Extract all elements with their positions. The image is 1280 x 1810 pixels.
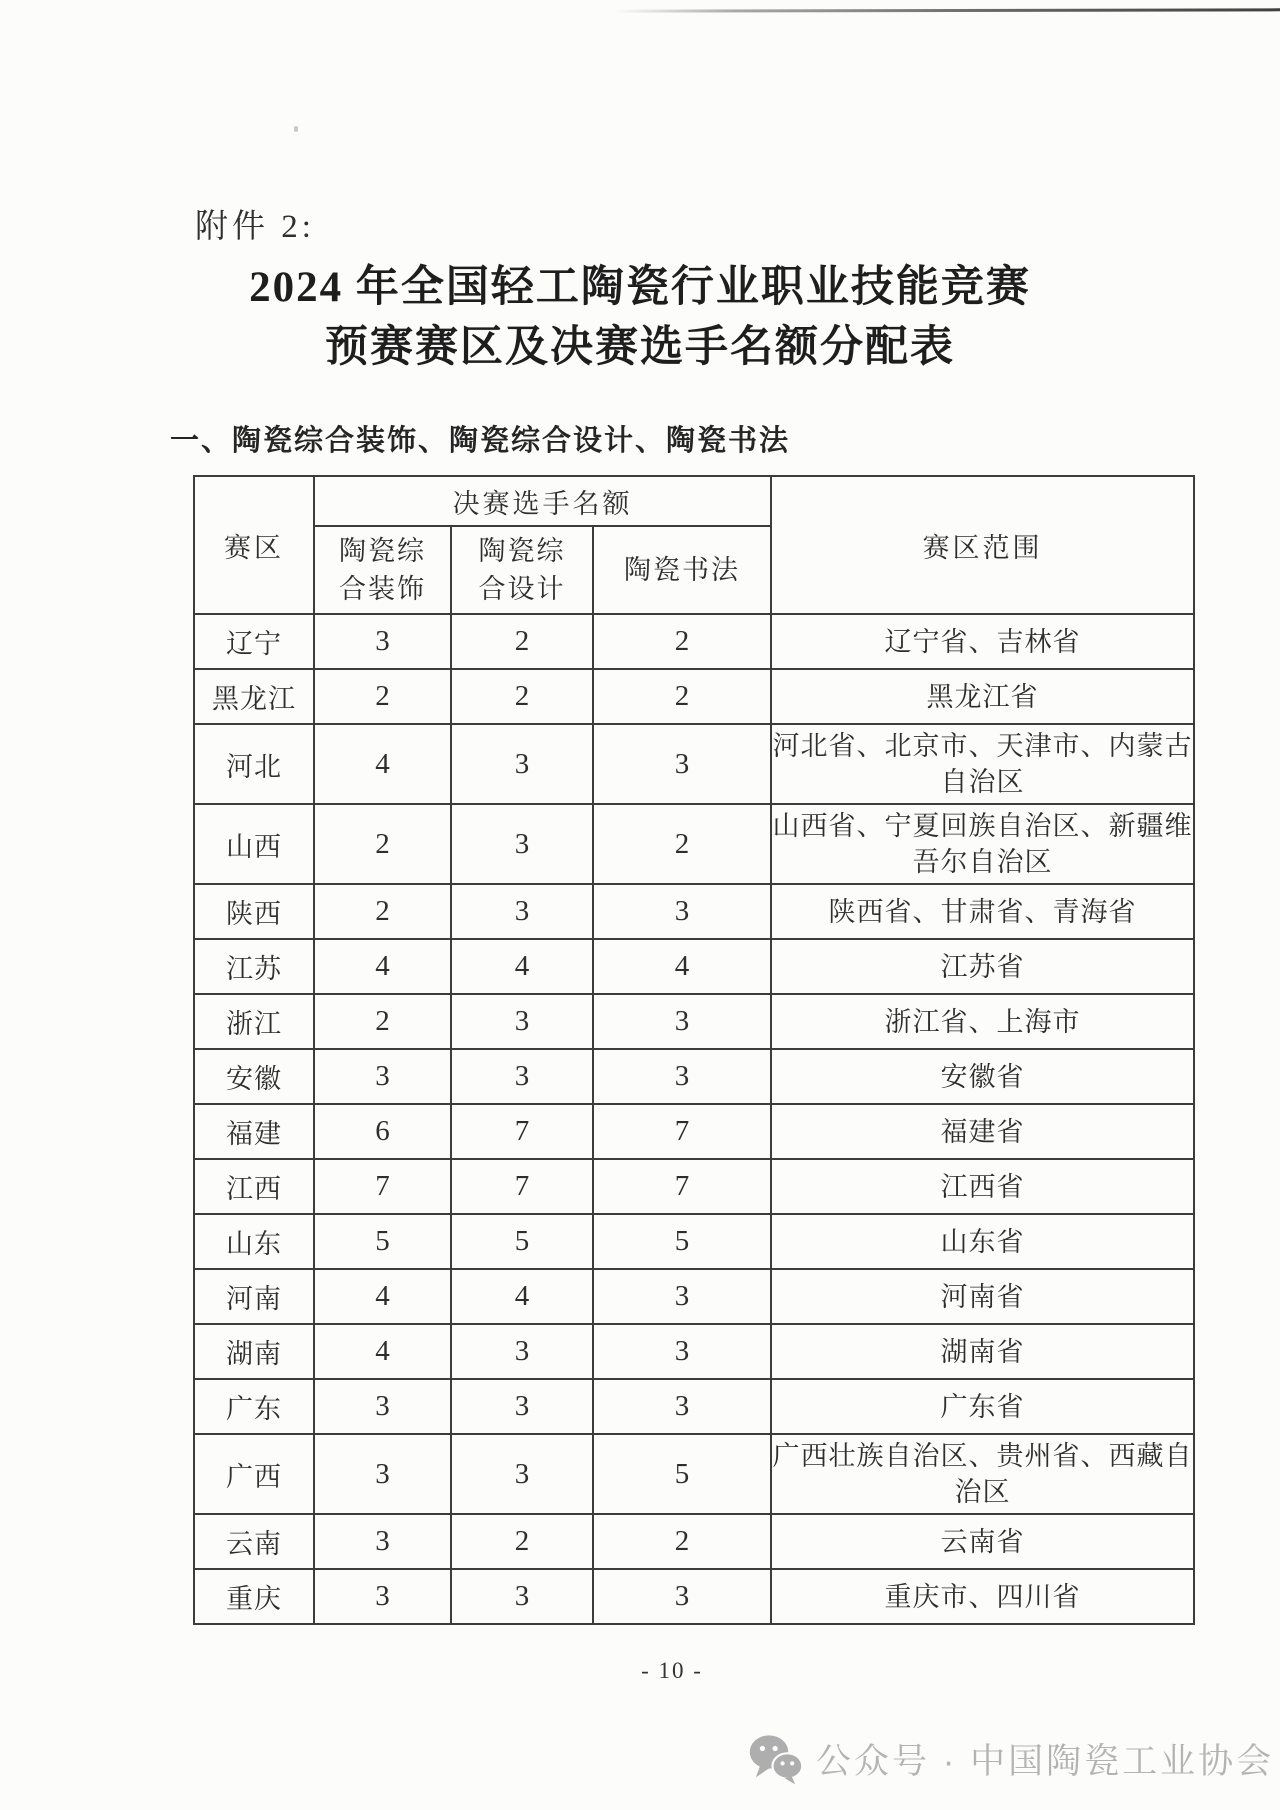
decoration-quota-cell: 7	[314, 1159, 451, 1214]
decoration-quota-cell: 3	[314, 1569, 451, 1624]
zone-cell: 河南	[194, 1269, 314, 1324]
table-row	[194, 669, 1194, 724]
decoration-quota-cell: 3	[314, 1379, 451, 1434]
table-row	[194, 1269, 1194, 1324]
design-quota-cell: 7	[451, 1159, 593, 1214]
table-row	[194, 804, 1194, 884]
scope-cell: 广东省	[771, 1379, 1194, 1434]
scope-cell: 山东省	[771, 1214, 1194, 1269]
calligraphy-quota-cell: 3	[593, 1569, 771, 1624]
table-row	[194, 1049, 1194, 1104]
decoration-quota-cell: 4	[314, 1269, 451, 1324]
watermark-text: 公众号 · 中国陶瓷工业协会	[816, 1742, 1275, 1781]
allocation-table-body	[194, 614, 1194, 1624]
zone-cell: 广东	[194, 1379, 314, 1434]
decoration-quota-cell: 5	[314, 1214, 451, 1269]
zone-cell: 黑龙江	[194, 669, 314, 724]
calligraphy-quota-cell: 2	[593, 669, 771, 724]
calligraphy-quota-cell: 3	[593, 1324, 771, 1379]
table-row	[194, 1434, 1194, 1514]
design-quota-cell: 2	[451, 669, 593, 724]
calligraphy-quota-cell: 2	[593, 614, 771, 669]
zone-cell: 浙江	[194, 994, 314, 1049]
zone-cell: 湖南	[194, 1324, 314, 1379]
decoration-column-header	[314, 526, 451, 614]
zone-cell: 重庆	[194, 1569, 314, 1624]
scope-cell: 湖南省	[771, 1324, 1194, 1379]
design-quota-cell: 2	[451, 1514, 593, 1569]
zone-cell: 江苏	[194, 939, 314, 994]
zone-cell: 安徽	[194, 1049, 314, 1104]
scope-cell: 安徽省	[771, 1049, 1194, 1104]
wechat-icon	[748, 1733, 804, 1785]
allocation-table	[193, 475, 1195, 1625]
calligraphy-quota-cell: 5	[593, 1434, 771, 1514]
decoration-quota-cell: 2	[314, 669, 451, 724]
design-quota-cell: 3	[451, 804, 593, 884]
zone-cell: 云南	[194, 1514, 314, 1569]
decoration-quota-cell: 4	[314, 939, 451, 994]
decoration-quota-cell: 3	[314, 1049, 451, 1104]
scope-cell: 云南省	[771, 1514, 1194, 1569]
decoration-quota-cell: 2	[314, 884, 451, 939]
scope-cell: 陕西省、甘肃省、青海省	[771, 884, 1194, 939]
scope-cell: 重庆市、四川省	[771, 1569, 1194, 1624]
zone-column-header: 赛区	[194, 476, 314, 614]
scope-cell: 江苏省	[771, 939, 1194, 994]
calligraphy-quota-cell: 7	[593, 1104, 771, 1159]
watermark	[748, 1733, 1274, 1785]
table-row	[194, 614, 1194, 669]
scope-column-header: 赛区范围	[771, 476, 1194, 614]
scope-cell: 河北省、北京市、天津市、内蒙古自治区	[771, 724, 1194, 804]
design-quota-cell: 3	[451, 1379, 593, 1434]
calligraphy-quota-cell: 3	[593, 1379, 771, 1434]
calligraphy-quota-cell: 3	[593, 1269, 771, 1324]
calligraphy-quota-cell: 2	[593, 1514, 771, 1569]
design-quota-cell: 3	[451, 1049, 593, 1104]
table-header-row-1	[194, 476, 1194, 526]
table-row	[194, 884, 1194, 939]
scan-artifact-speck	[294, 126, 298, 132]
table-row	[194, 1514, 1194, 1569]
design-quota-cell: 3	[451, 994, 593, 1049]
scan-artifact-line	[615, 8, 1280, 12]
design-quota-cell: 3	[451, 1569, 593, 1624]
calligraphy-quota-cell: 3	[593, 1049, 771, 1104]
finals-quota-group-header: 决赛选手名额	[314, 476, 771, 526]
table-row	[194, 994, 1194, 1049]
scope-cell: 辽宁省、吉林省	[771, 614, 1194, 669]
design-quota-cell: 3	[451, 1324, 593, 1379]
table-row	[194, 1104, 1194, 1159]
zone-cell: 广西	[194, 1434, 314, 1514]
design-quota-cell: 3	[451, 884, 593, 939]
document-title-line-1: 2024 年全国轻工陶瓷行业职业技能竞赛	[249, 264, 1031, 311]
decoration-header-line-1: 陶瓷综	[339, 536, 426, 566]
design-column-header	[451, 526, 593, 614]
scope-cell: 黑龙江省	[771, 669, 1194, 724]
table-row	[194, 1159, 1194, 1214]
decoration-quota-cell: 3	[314, 1434, 451, 1514]
calligraphy-quota-cell: 7	[593, 1159, 771, 1214]
decoration-quota-cell: 2	[314, 994, 451, 1049]
design-quota-cell: 3	[451, 724, 593, 804]
scope-cell: 河南省	[771, 1269, 1194, 1324]
scope-cell: 江西省	[771, 1159, 1194, 1214]
zone-cell: 福建	[194, 1104, 314, 1159]
zone-cell: 陕西	[194, 884, 314, 939]
page-number: - 10 -	[641, 1658, 703, 1683]
zone-cell: 山西	[194, 804, 314, 884]
table-row	[194, 939, 1194, 994]
zone-cell: 河北	[194, 724, 314, 804]
design-quota-cell: 4	[451, 939, 593, 994]
calligraphy-quota-cell: 3	[593, 724, 771, 804]
scope-cell: 广西壮族自治区、贵州省、西藏自治区	[771, 1434, 1194, 1514]
design-quota-cell: 4	[451, 1269, 593, 1324]
calligraphy-quota-cell: 3	[593, 994, 771, 1049]
decoration-quota-cell: 3	[314, 1514, 451, 1569]
calligraphy-quota-cell: 5	[593, 1214, 771, 1269]
table-row	[194, 1214, 1194, 1269]
design-quota-cell: 5	[451, 1214, 593, 1269]
decoration-quota-cell: 2	[314, 804, 451, 884]
table-row	[194, 1324, 1194, 1379]
calligraphy-quota-cell: 4	[593, 939, 771, 994]
scope-cell: 福建省	[771, 1104, 1194, 1159]
section-heading: 一、陶瓷综合装饰、陶瓷综合设计、陶瓷书法	[170, 425, 791, 457]
decoration-quota-cell: 3	[314, 614, 451, 669]
document-title-line-2: 预赛赛区及决赛选手名额分配表	[325, 324, 955, 371]
design-header-line-2: 合设计	[478, 574, 566, 604]
zone-cell: 江西	[194, 1159, 314, 1214]
design-header-line-1: 陶瓷综	[478, 536, 566, 566]
attachment-label: 附件 2:	[195, 209, 315, 245]
calligraphy-quota-cell: 2	[593, 804, 771, 884]
decoration-header-line-2: 合装饰	[339, 574, 426, 604]
calligraphy-column-header: 陶瓷书法	[593, 526, 771, 614]
design-quota-cell: 2	[451, 614, 593, 669]
zone-cell: 山东	[194, 1214, 314, 1269]
table-row	[194, 1379, 1194, 1434]
scope-cell: 浙江省、上海市	[771, 994, 1194, 1049]
decoration-quota-cell: 6	[314, 1104, 451, 1159]
zone-cell: 辽宁	[194, 614, 314, 669]
calligraphy-quota-cell: 3	[593, 884, 771, 939]
scope-cell: 山西省、宁夏回族自治区、新疆维吾尔自治区	[771, 804, 1194, 884]
design-quota-cell: 3	[451, 1434, 593, 1514]
design-quota-cell: 7	[451, 1104, 593, 1159]
table-row	[194, 724, 1194, 804]
document-title	[0, 258, 1280, 378]
table-row	[194, 1569, 1194, 1624]
decoration-quota-cell: 4	[314, 1324, 451, 1379]
decoration-quota-cell: 4	[314, 724, 451, 804]
